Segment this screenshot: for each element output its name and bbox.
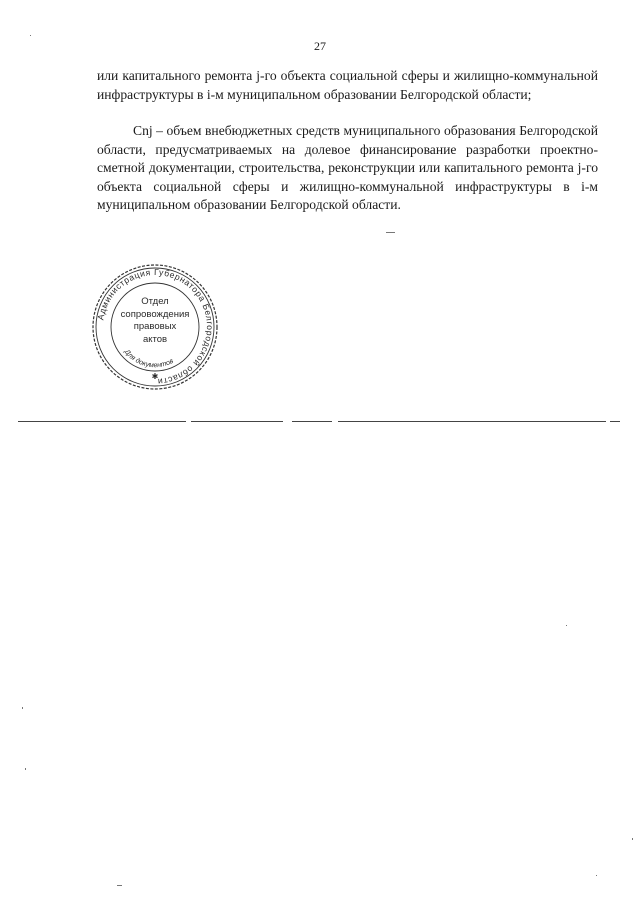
official-stamp [90, 262, 220, 392]
paragraph-1: или капитального ремонта j-го объекта социальной сферы и жилищно-коммунальной инфраструктуры в i-м муниципальном образовании Белгородской области; [97, 68, 598, 102]
stamp-line-3: правовых [133, 321, 177, 332]
svg-text:✱: ✱ [151, 372, 159, 381]
stamp-outer-text: Администрация Губернатора Белгородской области [95, 266, 216, 387]
svg-text:Для документов [122, 348, 175, 369]
stamp-center-text [116, 296, 194, 346]
stamp-line-2: сопровождения [120, 308, 190, 320]
stamp-inner-text: Для документов [122, 348, 175, 370]
paragraph-2: Cnj – объем внебюджетных средств муниципального образования Белгородской области, предусматриваемых на долевое финансирование разработки проектно-сметной документации, строительства, реконструкции или капитального ремонта j-го объекта социальной сферы и жилищно-коммунальной инфраструктуры в i-м муниципальном образовании Белгородской области. [97, 123, 598, 213]
stamp-line-4: актов [142, 333, 168, 345]
stamp-line-1: Отдел [141, 296, 169, 307]
page-number: 27 [314, 39, 326, 53]
